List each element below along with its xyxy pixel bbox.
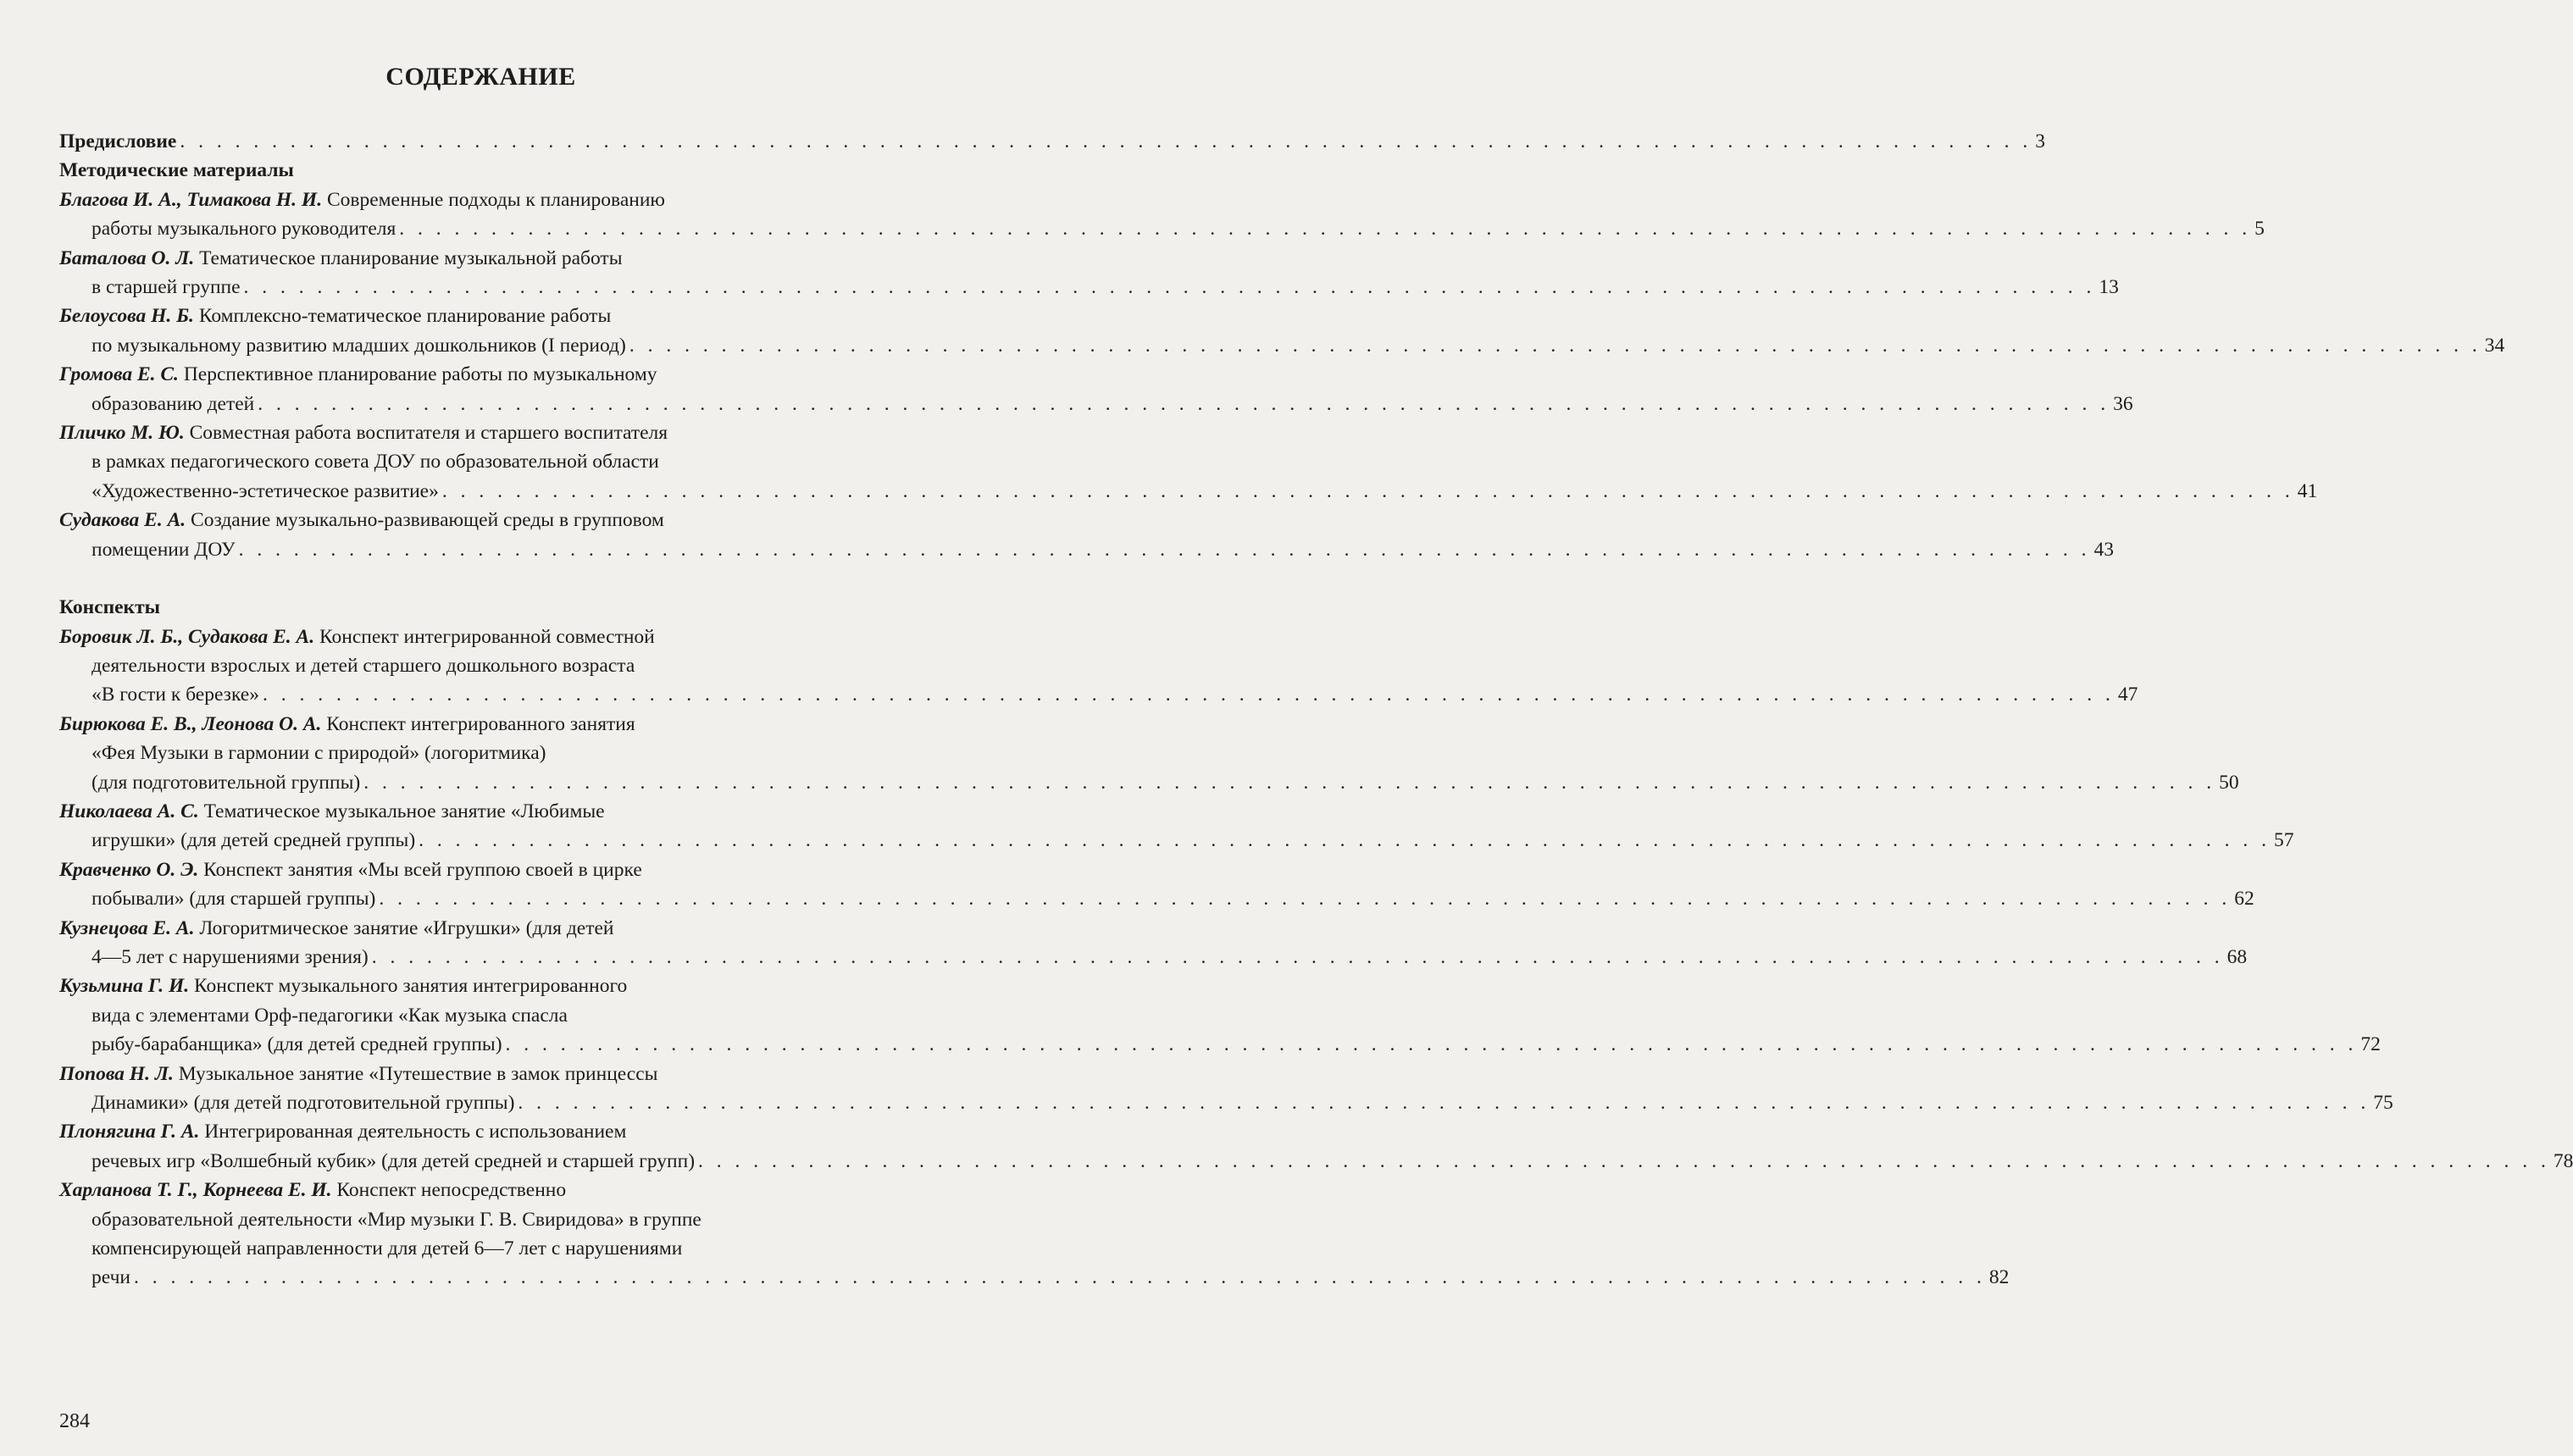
entry-title-line: образованию детей xyxy=(91,392,255,415)
toc-entry-last-line xyxy=(59,535,2115,564)
entry-text xyxy=(91,651,635,680)
entry-text xyxy=(91,214,396,243)
toc-entry-line xyxy=(59,1234,902,1263)
entry-title-line: в старшей группе xyxy=(91,276,241,299)
entry-text xyxy=(91,1001,568,1030)
entry-text xyxy=(91,1030,502,1059)
entry-title-line: «Художественно-эстетическое развитие» xyxy=(91,479,439,502)
entry-text xyxy=(59,185,665,214)
entry-text xyxy=(91,331,626,360)
entry-title-line: игрушки» (для детей средней группы) xyxy=(91,829,416,852)
entry-title-line: Конспект музыкального занятия интегрированного xyxy=(194,975,628,998)
entry-page: 75 xyxy=(2373,1092,2393,1114)
toc-entry-line xyxy=(59,506,902,534)
entry-author: Баталова О. Л. xyxy=(59,246,195,269)
leader-dots: . . . . . . . . . . . . . . . . . . . . . . . . . . . . . . . . . . . . . . . . . . . . . . . . . . . . . . . . . . . . . . . . . . . . . . . . . . . . . . . . . . . . . . . . . . . . . . . . . . . . . xyxy=(238,538,2091,561)
entry-title-line: Логоритмическое занятие «Игрушки» (для детей xyxy=(199,916,614,939)
toc-entry-line xyxy=(59,623,902,651)
entry-text xyxy=(91,447,659,476)
entry-page: 82 xyxy=(1988,1266,2010,1289)
leader-dots: . . . . . . . . . . . . . . . . . . . . . . . . . . . . . . . . . . . . . . . . . . . . . . . . . . . . . . . . . . . . . . . . . . . . . . . . . . . . . . . . . . . . . . . . . . . . . . . . . . . . . xyxy=(379,888,2232,911)
entry-text xyxy=(59,972,627,1000)
entry-title-line: Конспект интегрированной совместной xyxy=(319,625,655,648)
preface-label: Предисловие xyxy=(59,130,177,152)
entry-page: 72 xyxy=(2360,1033,2381,1056)
entry-text xyxy=(59,302,611,330)
toc-entry-last-line xyxy=(59,884,2254,913)
entry-text xyxy=(91,1234,682,1263)
entry-author: Харланова Т. Г., Корнеева Е. И. xyxy=(59,1179,332,1202)
toc-entry-last-line xyxy=(59,214,2265,243)
toc-entry[interactable] xyxy=(59,506,2115,564)
toc-entry-last-line xyxy=(59,680,2138,709)
entry-title-line: Динамики» (для детей подготовительной группы) xyxy=(91,1092,515,1114)
entry-page: 47 xyxy=(2117,684,2138,706)
toc-entry[interactable] xyxy=(59,972,2381,1059)
toc-entry-line xyxy=(59,447,902,476)
entry-text xyxy=(59,1060,657,1088)
entry-author: Громова Е. С. xyxy=(59,363,179,386)
toc-entry-last-line xyxy=(59,331,2505,360)
entry-text xyxy=(91,826,415,855)
toc-entry-line xyxy=(59,185,902,214)
entry-title-line: Перспективное планирование работы по музыкальному xyxy=(183,363,657,386)
entry-title-line: Создание музыкально-развивающей среды в групповом xyxy=(191,509,664,532)
leader-dots: . . . . . . . . . . . . . . . . . . . . . . . . . . . . . . . . . . . . . . . . . . . . . . . . . . . . . . . . . . . . . . . . . . . . . . . . . . . . . . . . . . . . . . . . . . . . . . . . . . . . . xyxy=(262,684,2115,706)
toc-entry-line xyxy=(59,739,902,767)
entry-text xyxy=(59,360,657,389)
toc-entry-line xyxy=(59,855,902,884)
toc-entry[interactable] xyxy=(59,855,2254,914)
entry-title-line: в рамках педагогического совета ДОУ по образовательной области xyxy=(91,451,659,473)
toc-entry[interactable] xyxy=(59,302,2505,360)
entry-page: 50 xyxy=(2219,771,2239,794)
entry-title-line: вида с элементами Орф-педагогики «Как музыка спасла xyxy=(91,1004,568,1027)
toc-entry-line xyxy=(59,360,902,389)
toc-entry-last-line xyxy=(59,273,2119,302)
leader-dots: . . . . . . . . . . . . . . . . . . . . . . . . . . . . . . . . . . . . . . . . . . . . . . . . . . . . . . . . . . . . . . . . . . . . . . . . . . . . . . . . . . . . . . . . . . . . . . . . . . . . . xyxy=(258,392,2110,415)
toc-entry-line xyxy=(59,914,902,943)
toc-entry-last-line xyxy=(59,1030,2381,1059)
entry-title-line: Совместная работа воспитателя и старшего воспитателя xyxy=(189,422,668,445)
entry-page: 57 xyxy=(2274,829,2294,852)
leader-dots: . . . . . . . . . . . . . . . . . . . . . . . . . . . . . . . . . . . . . . . . . . . . . . . . . . . . . . . . . . . . . . . . . . . . . . . . . . . . . . . . . . . . . . . . . . . . . . . . . . . . . xyxy=(629,334,2482,357)
entry-text xyxy=(91,477,439,506)
entry-title-line: деятельности взрослых и детей старшего дошкольного возраста xyxy=(91,654,635,677)
entry-title-line: (для подготовительной группы) xyxy=(91,771,361,794)
toc-entry-last-line xyxy=(59,768,2239,797)
entry-page: 13 xyxy=(2099,276,2119,299)
entry-title-line: рыбу-барабанщика» (для детей средней группы) xyxy=(91,1033,502,1056)
toc-entry[interactable] xyxy=(59,623,2138,710)
toc-entry-last-line xyxy=(59,826,2294,855)
entry-title-line: Музыкальное занятие «Путешествие в замок принцессы xyxy=(178,1062,658,1085)
entry-title-line: Комплексно-тематическое планирование работы xyxy=(198,305,612,328)
toc-entry-last-line xyxy=(59,1147,2573,1176)
entry-title-line: Тематическое планирование музыкальной работы xyxy=(199,246,623,269)
entry-text xyxy=(59,914,613,943)
entry-page: 68 xyxy=(2226,945,2248,968)
entry-author: Попова Н. Л. xyxy=(59,1062,174,1085)
entry-page: 5 xyxy=(2254,218,2265,241)
entry-text xyxy=(91,1147,695,1176)
entry-title-line: по музыкальному развитию младших дошкольников (I период) xyxy=(91,334,626,357)
entry-author: Благова И. А., Тимакова Н. И. xyxy=(59,188,323,211)
toc-entry-line xyxy=(59,302,902,330)
entry-title-line: 4—5 лет с нарушениями зрения) xyxy=(91,945,369,968)
entry-author: Кравченко О. Э. xyxy=(59,858,199,881)
entry-title-line: речи xyxy=(91,1266,130,1289)
toc-entry-last-line xyxy=(59,943,2248,972)
toc-entry-last-line xyxy=(59,1263,2010,1292)
toc-entry-last-line xyxy=(59,1088,2393,1117)
entry-title-line: Современные подходы к планированию xyxy=(326,188,665,211)
entry-author: Белоусова Н. Б. xyxy=(59,305,194,328)
toc-entry[interactable] xyxy=(59,797,2294,855)
section-heading: Методические материалы xyxy=(59,159,294,182)
leader-dots: . . . . . . . . . . . . . . . . . . . . . . . . . . . . . . . . . . . . . . . . . . . . . . . . . . . . . . . . . . . . . . . . . . . . . . . . . . . . . . . . . . . . . . . . . . . . . . . . . . . . . xyxy=(399,218,2252,241)
entry-text xyxy=(91,943,369,972)
section-heading: Конспекты xyxy=(59,596,160,619)
entry-title-line: компенсирующей направленности для детей 6—7 лет с нарушениями xyxy=(91,1237,683,1260)
entry-title-line: Интегрированная деятельность с использованием xyxy=(204,1121,627,1143)
leader-dots: . . . . . . . . . . . . . . . . . . . . . . . . . . . . . . . . . . . . . . . . . . . . . . . . . . . . . . . . . . . . . . . . . . . . . . . . . . . . . . . . . . . . . . . . . . . . . . . . . . . . . xyxy=(505,1033,2358,1056)
entry-author: Пличко М. Ю. xyxy=(59,422,185,445)
leader-dots: . . . . . . . . . . . . . . . . . . . . . . . . . . . . . . . . . . . . . . . . . . . . . . . . . . . . . . . . . . . . . . . . . . . . . . . . . . . . . . . . . . . . . . . . . . . . . . . . . . . . . xyxy=(698,1149,2550,1172)
toc-entry-line xyxy=(59,1117,902,1146)
toc-entry-line xyxy=(59,972,902,1000)
entry-text xyxy=(59,1117,626,1146)
entry-author: Николаева А. С. xyxy=(59,800,199,822)
entry-text xyxy=(91,273,241,302)
entry-author: Плонягина Г. А. xyxy=(59,1121,200,1143)
page-title: СОДЕРЖАНИЕ xyxy=(385,63,576,91)
leader-dots: . . . . . . . . . . . . . . . . . . . . . . . . . . . . . . . . . . . . . . . . . . . . . . . . . . . . . . . . . . . . . . . . . . . . . . . . . . . . . . . . . . . . . . . . . . . . . . . . . . . . . xyxy=(441,479,2294,502)
toc-entry[interactable] xyxy=(59,185,2265,244)
entry-page: 41 xyxy=(2297,479,2318,502)
toc-entry-line xyxy=(59,1001,902,1030)
toc-entry-line xyxy=(59,1176,902,1204)
entry-text xyxy=(59,797,605,826)
entry-text xyxy=(59,1176,566,1204)
toc-entry-line xyxy=(59,1060,902,1088)
entry-text xyxy=(91,1205,701,1234)
entry-title-line: Конспект интегрированного занятия xyxy=(326,712,635,735)
toc-entry[interactable] xyxy=(59,1176,2010,1293)
entry-title-line: речевых игр «Волшебный кубик» (для детей средней и старшей групп) xyxy=(91,1149,696,1172)
toc-entry[interactable] xyxy=(59,710,2239,797)
entry-text xyxy=(59,506,664,534)
entry-title-line: побывали» (для старшей группы) xyxy=(91,888,376,911)
entry-author: Боровик Л. Б., Судакова Е. А. xyxy=(59,625,315,648)
entry-text xyxy=(91,1088,514,1117)
toc-entry-line xyxy=(59,710,902,739)
entry-author: Судакова Е. А. xyxy=(59,509,186,532)
leader-dots: . . . . . . . . . . . . . . . . . . . . . . . . . . . . . . . . . . . . . . . . . . . . . . . . . . . . . . . . . . . . . . . . . . . . . . . . . . . . . . . . . . . . . . . . . . . . . . . . . . . . . xyxy=(419,829,2271,852)
toc-entry-last-line xyxy=(59,390,2133,418)
entry-text xyxy=(91,535,236,564)
toc-entry-line xyxy=(59,651,902,680)
leader-dots: . . . . . . . . . . . . . . . . . . . . . . . . . . . . . . . . . . . . . . . . . . . . . . . . . . . . . . . . . . . . . . . . . . . . . . . . . . . . . . . . . . . . . . . . . . . . . . . . . . . . . xyxy=(243,276,2096,299)
entry-title-line: помещении ДОУ xyxy=(91,538,236,561)
toc-entry[interactable] xyxy=(59,418,2318,506)
entry-text xyxy=(91,680,259,709)
entry-title-line: Тематическое музыкальное занятие «Любимые xyxy=(203,800,605,822)
entry-page: 62 xyxy=(2234,888,2254,911)
entry-text xyxy=(91,739,546,767)
entry-page: 34 xyxy=(2484,334,2505,357)
entry-page: 43 xyxy=(2093,538,2115,561)
entry-text xyxy=(59,418,668,447)
toc-entry[interactable] xyxy=(59,1117,2573,1176)
toc-entry-line xyxy=(59,244,902,273)
page-number: 284 xyxy=(59,1410,90,1432)
entry-author: Кузнецова Е. А. xyxy=(59,916,195,939)
toc-entry[interactable] xyxy=(59,1060,2393,1118)
table-of-contents xyxy=(59,127,2573,1293)
entry-title-line: «В гости к березке» xyxy=(91,684,259,706)
leader-dots: . . . . . . . . . . . . . . . . . . . . . . . . . . . . . . . . . . . . . . . . . . . . . . . . . . . . . . . . . . . . . . . . . . . . . . . . . . . . . . . . . . . . . . . . . . . . . . . . . . . . . xyxy=(363,771,2216,794)
toc-entry-line xyxy=(59,1205,902,1234)
toc-entry[interactable] xyxy=(59,360,2133,418)
entry-title-line: работы музыкального руководителя xyxy=(91,218,396,241)
entry-title-line: Конспект непосредственно xyxy=(336,1179,567,1202)
entry-text xyxy=(91,768,360,797)
preface-page: 3 xyxy=(2035,130,2045,152)
leader-dots: . . . . . . . . . . . . . . . . . . . . . . . . . . . . . . . . . . . . . . . . . . . . . . . . . . . . . . . . . . . . . . . . . . . . . . . . . . . . . . . . . . . . . . . . . . . . . . . . . . . . . xyxy=(180,130,2032,152)
toc-entry-line xyxy=(59,797,902,826)
leader-dots: . . . . . . . . . . . . . . . . . . . . . . . . . . . . . . . . . . . . . . . . . . . . . . . . . . . . . . . . . . . . . . . . . . . . . . . . . . . . . . . . . . . . . . . . . . . . . . . . . . . . . xyxy=(371,945,2224,968)
leader-dots: . . . . . . . . . . . . . . . . . . . . . . . . . . . . . . . . . . . . . . . . . . . . . . . . . . . . . . . . . . . . . . . . . . . . . . . . . . . . . . . . . . . . . . . . . . . . . . . . . . . . . xyxy=(518,1092,2371,1114)
entry-author: Кузьмина Г. И. xyxy=(59,975,190,998)
preface-entry[interactable] xyxy=(59,127,2045,156)
entry-title-line: «Фея Музыки в гармонии с природой» (логоритмика) xyxy=(91,742,546,765)
entry-text xyxy=(59,244,623,273)
entry-page: 36 xyxy=(2113,392,2133,415)
toc-entry[interactable] xyxy=(59,914,2248,972)
entry-text xyxy=(59,710,635,739)
entry-text xyxy=(59,855,642,884)
entry-title-line: образовательной деятельности «Мир музыки Г. В. Свиридова» в группе xyxy=(91,1208,701,1231)
entry-text xyxy=(91,1263,130,1292)
entry-text xyxy=(91,884,375,913)
entry-page: 78 xyxy=(2553,1149,2573,1172)
toc-entry[interactable] xyxy=(59,244,2119,302)
leader-dots: . . . . . . . . . . . . . . . . . . . . . . . . . . . . . . . . . . . . . . . . . . . . . . . . . . . . . . . . . . . . . . . . . . . . . . . . . . . . . . . . . . . . . . . . . . . . . . . . . . . . . xyxy=(134,1266,1986,1289)
entry-title-line: Конспект занятия «Мы всей группою своей в цирке xyxy=(203,858,642,881)
entry-text xyxy=(59,623,655,651)
entry-text xyxy=(91,390,254,418)
toc-entry-line xyxy=(59,418,902,447)
entry-author: Бирюкова Е. В., Леонова О. А. xyxy=(59,712,322,735)
toc-entry-last-line xyxy=(59,477,2318,506)
section-gap xyxy=(59,564,902,593)
